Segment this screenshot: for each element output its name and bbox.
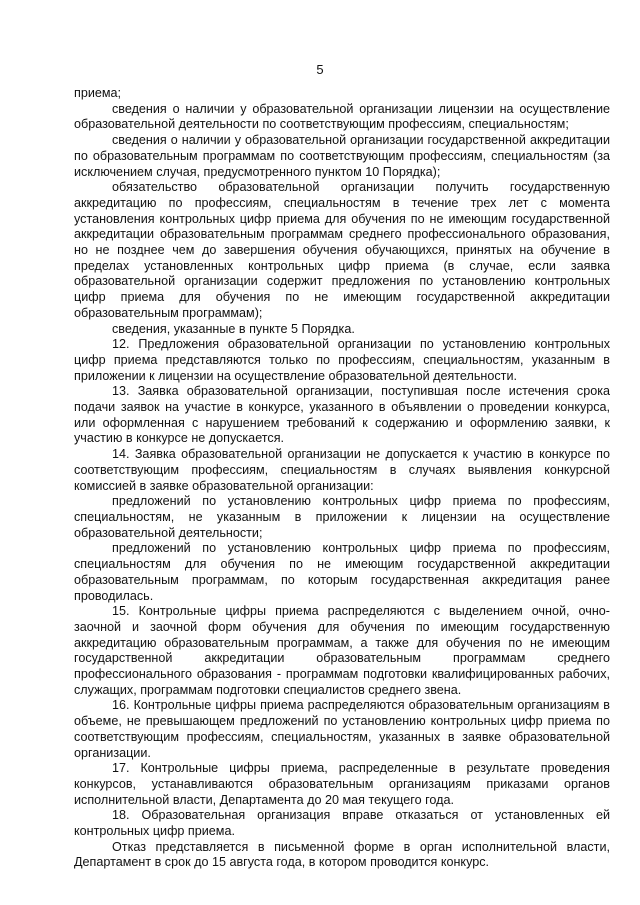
paragraph-item-16: 16. Контрольные цифры приема распределяются образовательным организациям в объеме, не превышающем предложений по установлению контрольных цифр приема по соответствующим профессиям, специальностям, указанных в заявке образовательной организации.	[74, 698, 610, 760]
paragraph: сведения о наличии у образовательной организации государственной аккредитации по образовательным программам по соответствующим профессиям, специальностям (за исключением случая, предусмотренного пунктом 10 Порядка);	[74, 133, 610, 179]
paragraph-item-12: 12. Предложения образовательной организации по установлению контрольных цифр приема представляются только по профессиям, специальностям, указанным в приложении к лицензии на осуществление образовательной деятельности.	[74, 337, 610, 383]
paragraph: Отказ представляется в письменной форме в орган исполнительной власти, Департамент в срок до 15 августа года, в котором проводится конкурс.	[74, 839, 610, 870]
document-body	[74, 86, 610, 871]
paragraph-item-13: 13. Заявка образовательной организации, поступившая после истечения срока подачи заявок на участие в конкурсе, указанного в объявлении о проведении конкурса, или оформленная с нарушением требований к содержанию и оформлению заявки, к участию в конкурсе не допускается.	[74, 384, 610, 446]
paragraph-item-17: 17. Контрольные цифры приема, распределенные в результате проведения конкурсов, устанавливаются образовательным организациям приказами органов исполнительной власти, Департамента до 20 мая текущего года.	[74, 761, 610, 807]
paragraph-item-14: 14. Заявка образовательной организации не допускается к участию в конкурсе по соответствующим профессиям, специальностям в случаях выявления конкурсной комиссией в заявке образовательной организации:	[74, 447, 610, 493]
paragraph: сведения о наличии у образовательной организации лицензии на осуществление образовательной деятельности по соответствующим профессиям, специальностям;	[74, 101, 610, 132]
paragraph: предложений по установлению контрольных цифр приема по профессиям, специальностям, не указанным в приложении к лицензии на осуществление образовательной деятельности;	[74, 494, 610, 540]
paragraph: обязательство образовательной организации получить государственную аккредитацию по профессиям, специальностям в течение трех лет с момента установления контрольных цифр приема для обучения по не имеющим государственной аккредитации образовательным программам среднего профессионального образования, но не позднее чем до завершения обучения обучающихся, принятых на обучение в пределах установленных контрольных цифр приема (в случае, если заявка образовательной организации содержит предложения по установлению контрольных цифр приема для обучения по не имеющим государственной аккредитации образовательным программам);	[74, 180, 610, 320]
paragraph: предложений по установлению контрольных цифр приема по профессиям, специальностям для обучения по не имеющим государственной аккредитации образовательным программам, по которым государственная аккредитация ранее проводилась.	[74, 541, 610, 603]
page-number: 5	[316, 62, 324, 77]
paragraph-item-15: 15. Контрольные цифры приема распределяются с выделением очной, очно-заочной и заочной форм обучения для обучения по имеющим государственную аккредитацию образовательным программам, а также для обучения по не имеющим государственной аккредитации образовательным программам среднего профессионального образования - программам подготовки квалифицированных рабочих, служащих, программам подготовки специалистов среднего звена.	[74, 604, 610, 697]
paragraph: сведения, указанные в пункте 5 Порядка.	[112, 321, 355, 336]
paragraph: приема;	[74, 86, 122, 100]
paragraph-item-18: 18. Образовательная организация вправе отказаться от установленных ей контрольных цифр приема.	[74, 808, 610, 839]
